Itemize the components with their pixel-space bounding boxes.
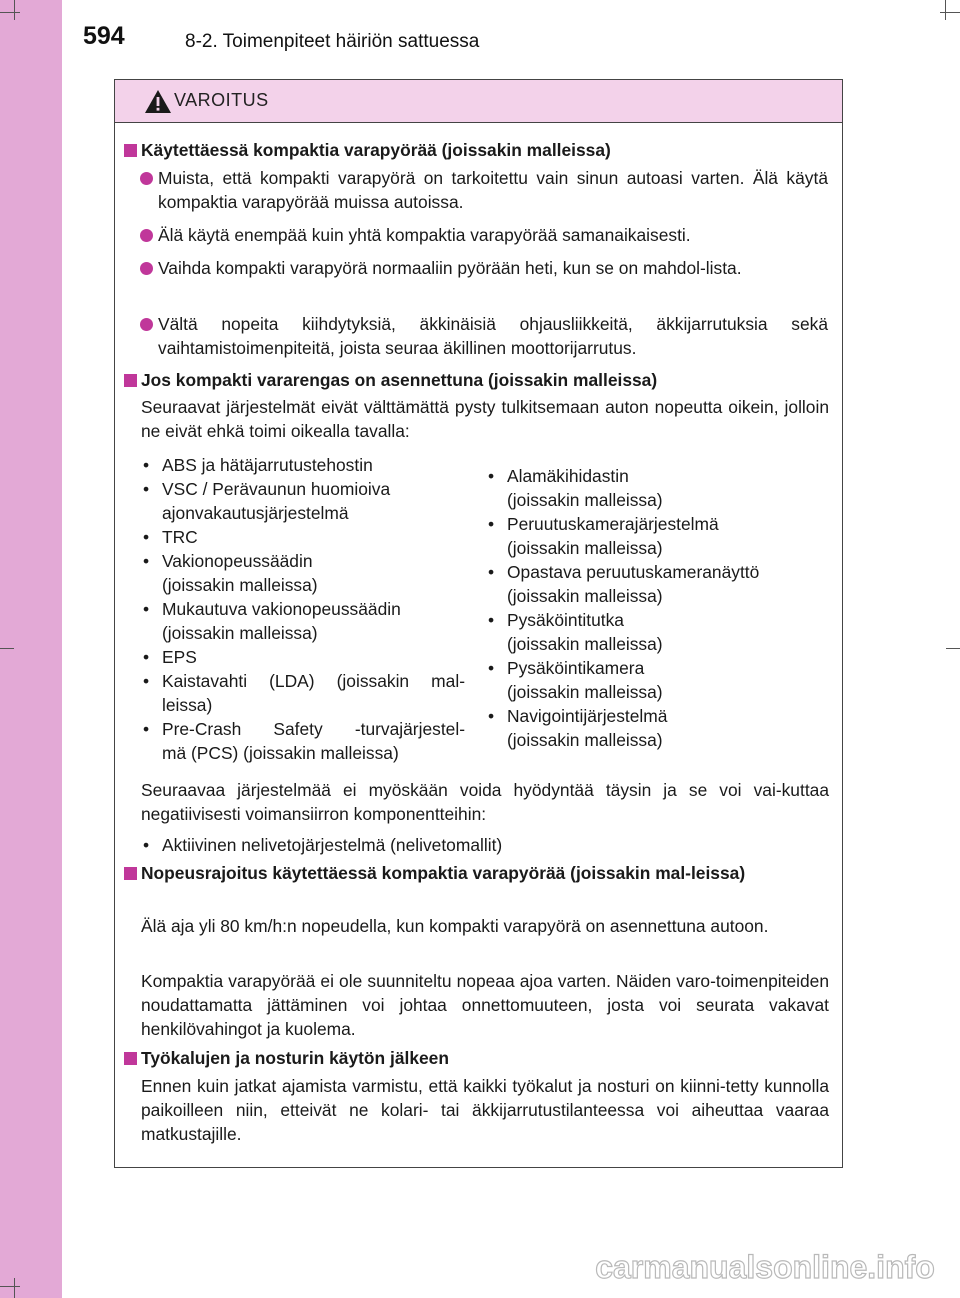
section-heading: Työkalujen ja nosturin käytön jälkeen [141,1048,449,1068]
round-bullet-icon [140,262,153,275]
round-bullet-icon [140,172,153,185]
square-bullet-icon [124,867,137,880]
bullet-text: Älä käytä enempää kuin yhtä kompaktia varapyörää samanaikaisesti. [158,225,691,245]
square-bullet-icon [124,374,137,387]
crop-mark [940,12,960,13]
bullet-text: Vaihda kompakti varapyörä normaaliin pyörään heti, kun se on mahdol-lista. [158,258,742,278]
warning-box: VAROITUS Käytettäessä kompaktia varapyörää (joissakin malleissa) Muista, että kompakti varapyörä on tarkoitettu vain sinun autoasi varten. Älä käytä kompaktia varapyörää muissa autoissa. Älä käytä enempää kuin yhtä kompaktia varapyörää samanaikaisesti. Vaihda kompakti varapyörä normaaliin pyörään heti, kun se on mahdol-lista. Vältä nopeita kiihdytyksiä, äkkinäisiä ohjausliikkeitä, äkkijarrutuksia sekä vaihtamistoimenpiteitä, joista seuraa äkillinen moottorijarrutus. Jos kompakti vararengas on asennettuna (joissakin malleissa) Seuraavat järjestelmät eivät välttämättä pysty tulkitsemaan auton nopeutta oikein, jolloin ne eivät ehkä toimi oikealla tavalla: • ABS ja hätäjarrutustehostin • VSC / Perävaunun huomioiva ajonvakautusjärjestelmä • TRC • Vakionopeussäädin (joissakin malleissa) • Mukautuva vakionopeussäädin (joissakin malleissa) • EPS • Kaistavahti (LDA) (joissakin mal- leissa) • Pre-Crash Safety -turvajärjestel- mä (PCS) (joissakin malleissa) • Alamäkihidastin (joissakin malleissa) • Peruutuskamerajärjestelmä (joissakin malleissa) • Opastava peruutuskameranäyttö (joissakin malleissa) • Pysäköintitutka (joissakin malleissa) • Pysäköintikamera (joissakin malleissa) • Navigointijärjestelmä (joissakin malleissa) Seuraavaa järjestelmää ei myöskään voida hyödyntää täysin ja se voi vai-kuttaa negatiivisesti voimansiirron komponentteihin: • Aktiivinen nelivetojärjestelmä (nelivetomallit) Nopeusrajoitus käytettäessä kompaktia varapyörää (joissakin mal-leissa) Älä aja yli 80 km/h:n nopeudella, kun kompakti varapyörä on asennettuna autoon. Kompaktia varapyörää ei ole suunniteltu nopeaa ajoa varten. Näiden varo-toimenpiteiden noudattamatta jättäminen voi johtaa onnettomuuteen, josta voi seurata vakavat henkilövahingot ja kuolema. Työkalujen ja nosturin käytön jälkeen Ennen kuin jatkat ajamista varmistu, että kaikki työkalut ja nosturi on kiinni-tetty kunnolla paikoilleen niin, etteivät ne kolari- tai äkkijarrutustilanteessa voi aiheuttaa vaaraa matkustajille. [114,79,843,1168]
paragraph: Ennen kuin jatkat ajamista varmistu, että kaikki työkalut ja nosturi on kiinni-tetty kunnolla paikoilleen niin, etteivät ne kolari- tai äkkijarrutustilanteessa voi aiheuttaa vaaraa matkustajille. [141,1076,829,1144]
square-bullet-icon [124,1052,137,1065]
crop-mark [946,648,960,649]
page-number: 594 [83,22,125,50]
crop-mark [0,1286,20,1287]
page-margin-band [0,0,62,1298]
warning-header [115,80,842,123]
section-title: 8-2. Toimenpiteet häiriön sattuessa [185,31,480,52]
section-heading: Nopeusrajoitus käytettäessä kompaktia varapyörää (joissakin mal-leissa) [141,863,746,883]
square-bullet-icon [124,144,137,157]
bullet-text: Muista, että kompakti varapyörä on tarkoitettu vain sinun autoasi varten. Älä käytä kompaktia varapyörää muissa autoissa. [158,168,828,212]
watermark-logo [590,1246,940,1290]
warning-label: VAROITUS [174,90,269,110]
crop-mark [0,12,20,13]
watermark-text: carmanualsonline.info [595,1249,935,1285]
paragraph: Kompaktia varapyörää ei ole suunniteltu nopeaa ajoa varten. Näiden varo-toimenpiteiden noudattamatta jättäminen voi johtaa onnettomuuteen, josta voi seurata vakavat henkilövahingot ja kuolema. [141,971,829,1039]
bullet-text: Vältä nopeita kiihdytyksiä, äkkinäisiä ohjausliikkeitä, äkkijarrutuksia sekä vaihtamistoimenpiteitä, joista seuraa äkillinen moottorijarrutus. [158,314,828,358]
crop-mark [14,1278,15,1298]
round-bullet-icon [140,318,153,331]
paragraph: Seuraavat järjestelmät eivät välttämättä pysty tulkitsemaan auton nopeutta oikein, jolloin ne eivät ehkä toimi oikealla tavalla: [141,397,829,441]
round-bullet-icon [140,229,153,242]
paragraph: Älä aja yli 80 km/h:n nopeudella, kun kompakti varapyörä on asennettuna autoon. [141,916,769,936]
section-heading: Käytettäessä kompaktia varapyörää (joissakin malleissa) [141,140,611,160]
warning-triangle-icon [144,89,172,114]
crop-mark [14,0,15,20]
crop-mark [945,0,946,20]
section-heading: Jos kompakti vararengas on asennettuna (joissakin malleissa) [141,370,658,390]
crop-mark [0,648,14,649]
paragraph: Seuraavaa järjestelmää ei myöskään voida hyödyntää täysin ja se voi vai-kuttaa negatiivisesti voimansiirron komponentteihin: [141,780,829,824]
